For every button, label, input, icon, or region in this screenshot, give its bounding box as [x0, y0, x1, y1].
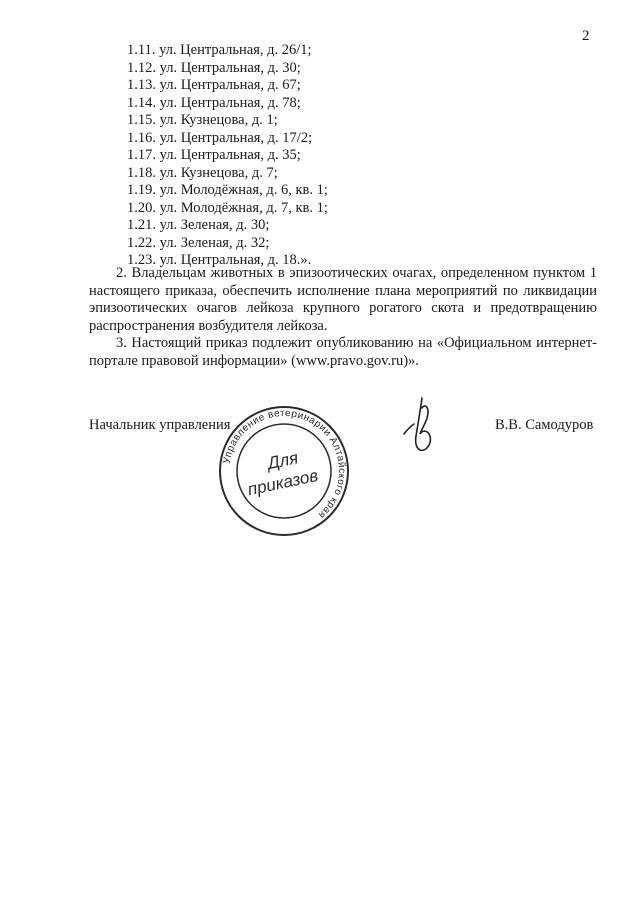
address-list — [127, 42, 328, 270]
list-item: 1.14. ул. Центральная, д. 78; — [127, 94, 301, 111]
list-item: 1.21. ул. Зеленая, д. 30; — [127, 217, 270, 233]
list-item: 1.18. ул. Кузнецова, д. 7; — [127, 164, 278, 181]
list-item: 1.11. ул. Центральная, д. 26/1; — [127, 42, 312, 58]
signer-title: Начальник управления — [89, 417, 231, 433]
list-item: 1.12. ул. Центральная, д. 30; — [127, 59, 301, 76]
list-item: 1.19. ул. Молодёжная, д. 6, кв. 1; — [127, 182, 328, 198]
signer-name: В.В. Самодуров — [495, 417, 594, 433]
stamp-center-line-1: Для — [265, 448, 300, 474]
signature-mark — [398, 390, 448, 460]
list-item: 1.13. ул. Центральная, д. 67; — [127, 77, 301, 93]
official-stamp — [215, 402, 353, 540]
stamp-ring-text: Управление ветеринарии Алтайского края — [221, 407, 348, 521]
stamp-center-line-2: приказов — [245, 465, 320, 500]
stamp-outer-ring — [220, 407, 348, 535]
list-item: 1.16. ул. Центральная, д. 17/2; — [127, 129, 313, 146]
list-item: 1.15. ул. Кузнецова, д. 1; — [127, 112, 278, 128]
list-item: 1.17. ул. Центральная, д. 35; — [127, 147, 301, 163]
paragraph-publication: 3. Настоящий приказ подлежит опубликованию на «Официальном интернет-портале правовой информации» (www.pravo.gov.ru)». — [89, 335, 597, 369]
list-item: 1.22. ул. Зеленая, д. 32; — [127, 234, 270, 251]
page-number: 2 — [582, 28, 590, 44]
paragraph-owners-obligation: 2. Владельцам животных в эпизоотических очагах, определенном пунктом 1 настоящего приказа, обеспечить исполнение плана мероприятий по ликвидации эпизоотических очагов лейкоза крупного рогатого скота и предотвращению распространения возбудителя лейкоза. — [89, 265, 597, 334]
list-item: 1.20. ул. Молодёжная, д. 7, кв. 1; — [127, 199, 328, 216]
list-item: 1.23. ул. Центральная, д. 18.». — [127, 252, 312, 268]
